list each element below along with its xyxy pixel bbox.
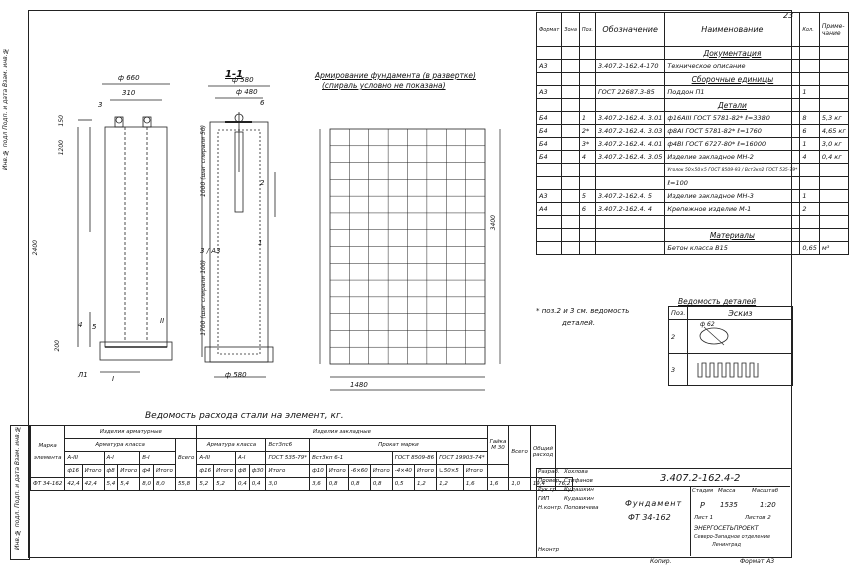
spec-cell-designation bbox=[595, 242, 664, 255]
cls-a1: А-I bbox=[104, 452, 140, 465]
spec-cell-name bbox=[665, 216, 800, 229]
spec-cell-format bbox=[537, 242, 562, 255]
elevation-outline bbox=[105, 127, 167, 347]
steel-row-value: 3,6 bbox=[310, 478, 327, 491]
spec-cell-format bbox=[537, 216, 562, 229]
specification-table bbox=[536, 12, 849, 255]
spec-cell-name: Техническое описание bbox=[665, 60, 800, 73]
steel-subcol: ф10 bbox=[310, 465, 327, 478]
hdr-qty: Кол. bbox=[800, 13, 819, 47]
spec-cell-note bbox=[819, 60, 848, 73]
spec-row bbox=[537, 99, 849, 112]
spec-cell-note bbox=[819, 86, 848, 99]
dim-d580: ф 580 bbox=[232, 76, 254, 84]
dim-d310: 310 bbox=[122, 89, 136, 97]
cls-a3: А-III bbox=[65, 452, 104, 465]
spec-cell-note bbox=[819, 190, 848, 203]
spec-cell-zone bbox=[562, 86, 580, 99]
tb-copy: Копир. bbox=[650, 558, 672, 565]
group-embedded: Изделия закладные bbox=[197, 426, 487, 439]
spec-cell-name: Детали bbox=[665, 99, 800, 112]
tb-scale-label: Масштаб bbox=[752, 488, 779, 494]
spec-cell-designation bbox=[595, 47, 664, 60]
spec-cell-designation: 3.407.2-162.4-170 bbox=[595, 60, 664, 73]
spec-cell-pos bbox=[579, 86, 595, 99]
steel-row-value: 8,0 bbox=[153, 478, 175, 491]
tb-person: Поповичева bbox=[564, 505, 599, 511]
steel-subcol: ф16 bbox=[65, 465, 82, 478]
emb-a3: А-III bbox=[197, 452, 236, 465]
spec-cell-pos: 2* bbox=[579, 125, 595, 138]
tb-mass-label: Масса bbox=[718, 488, 736, 494]
group-rebar: Изделия арматурные bbox=[65, 426, 197, 439]
hdr-format: Формат bbox=[537, 13, 562, 47]
tb-format: Формат А3 bbox=[740, 558, 775, 565]
steel-row-value: 8,0 bbox=[140, 478, 154, 491]
steel-subcol: ф4 bbox=[140, 465, 154, 478]
steel-subcol: ф8 bbox=[104, 465, 118, 478]
spec-cell-note bbox=[819, 216, 848, 229]
dim-d1480: 1480 bbox=[350, 381, 368, 389]
hdr-note: Приме-чание bbox=[819, 13, 848, 47]
spec-cell-name: Документация bbox=[665, 47, 800, 60]
tb-role: Н.контр. bbox=[538, 505, 563, 511]
dim-d150: 150 bbox=[58, 115, 65, 127]
steel-row-value: 19,4 bbox=[530, 478, 555, 491]
spec-cell-zone bbox=[562, 242, 580, 255]
cls-b1: В-I bbox=[140, 452, 176, 465]
steel-subcol: ф8 bbox=[236, 465, 250, 478]
spec-cell-pos: 4 bbox=[579, 151, 595, 164]
emb-class: Арматура класса bbox=[197, 439, 266, 452]
steel-subcol: ∟50×5 bbox=[437, 465, 464, 478]
spec-cell-name: ℓ=100 bbox=[665, 177, 800, 190]
emb-rolled: Прокат марки bbox=[310, 439, 488, 452]
spec-cell-zone bbox=[562, 229, 580, 242]
spec-cell-qty: 6 bbox=[800, 125, 819, 138]
spec-cell-pos bbox=[579, 99, 595, 112]
spec-cell-note bbox=[819, 164, 848, 177]
steel-row-value: 5,2 bbox=[214, 478, 236, 491]
steel-row-value: 1,6 bbox=[487, 478, 509, 491]
spec-cell-pos: 5 bbox=[579, 190, 595, 203]
spec-cell-designation: 3.407.2-162.4. 5 bbox=[595, 190, 664, 203]
spec-cell-designation: 3.407.2-162.4. 3.01 bbox=[595, 112, 664, 125]
spec-cell-name: ф4ВI ГОСТ 6727-80* ℓ=16000 bbox=[665, 138, 800, 151]
steel-row-value: 1,0 bbox=[509, 478, 530, 491]
spec-cell-note bbox=[819, 229, 848, 242]
spec-row bbox=[537, 125, 849, 138]
tb-mass: 1535 bbox=[720, 501, 738, 509]
spec-cell-pos: 3* bbox=[579, 138, 595, 151]
tb-product-name: Фундамент bbox=[625, 499, 683, 508]
spec-cell-designation bbox=[595, 73, 664, 86]
steel-subcol: ф16 bbox=[197, 465, 214, 478]
spec-cell-zone bbox=[562, 138, 580, 151]
callout-3-sub: 3 / А3 bbox=[200, 247, 221, 255]
tb-org3: Ленинград bbox=[712, 542, 741, 548]
spec-cell-note bbox=[819, 73, 848, 86]
spec-row bbox=[537, 151, 849, 164]
steel-subcol: Итого bbox=[463, 465, 487, 478]
steel-table-title: Ведомость расхода стали на элемент, кг. bbox=[145, 411, 344, 421]
callout-A1: Л1 bbox=[78, 371, 88, 379]
tb-sheets: Листов 2 bbox=[745, 515, 771, 521]
spec-cell-qty bbox=[800, 60, 819, 73]
spec-cell-zone bbox=[562, 47, 580, 60]
col-total: Всего bbox=[175, 439, 196, 478]
steel-row-value: 5,4 bbox=[104, 478, 118, 491]
details-col-pos: Поз. bbox=[669, 307, 688, 320]
spec-row bbox=[537, 138, 849, 151]
emb-a1: А-I bbox=[236, 452, 266, 465]
spec-cell-note: 4,65 кг bbox=[819, 125, 848, 138]
tb-person: Хохлова bbox=[564, 469, 588, 475]
steel-row-value: 5,4 bbox=[118, 478, 140, 491]
spec-cell-name: Сборочные единицы bbox=[665, 73, 800, 86]
spec-cell-note: 0,4 кг bbox=[819, 151, 848, 164]
hdr-zone: Зона bbox=[562, 13, 580, 47]
note-line2: деталей. bbox=[562, 319, 596, 327]
steel-subcol: ф30 bbox=[249, 465, 266, 478]
spec-cell-designation bbox=[595, 164, 664, 177]
spec-cell-zone bbox=[562, 60, 580, 73]
tb-stage: Р bbox=[700, 501, 705, 510]
spec-cell-format: А3 bbox=[537, 190, 562, 203]
spec-cell-name: Материалы bbox=[665, 229, 800, 242]
spec-cell-name: Бетон класса В15 bbox=[665, 242, 800, 255]
callout-I: I bbox=[112, 375, 115, 383]
spec-cell-format bbox=[537, 47, 562, 60]
tb-code: 3.407.2-162.4-2 bbox=[660, 473, 741, 484]
spec-cell-qty: 2 bbox=[800, 203, 819, 216]
spec-cell-pos bbox=[579, 229, 595, 242]
callout-4: 4 bbox=[78, 321, 83, 329]
tb-sheet: Лист 1 bbox=[694, 515, 714, 521]
dim-h200: 200 bbox=[54, 340, 61, 352]
details-table bbox=[668, 306, 793, 386]
spec-cell-format: Б4 bbox=[537, 138, 562, 151]
tb-norm: Нконтр bbox=[538, 547, 560, 553]
steel-table bbox=[30, 425, 573, 491]
steel-row-value: 3,0 bbox=[266, 478, 310, 491]
spec-cell-designation: ГОСТ 22687.3-85 bbox=[595, 86, 664, 99]
steel-row-value: 76,2 bbox=[556, 478, 573, 491]
spec-cell-pos bbox=[579, 60, 595, 73]
steel-row-value: 0,8 bbox=[326, 478, 348, 491]
details-title: Ведомость деталей bbox=[678, 297, 757, 306]
spec-cell-format: Б4 bbox=[537, 125, 562, 138]
details-row1: 2 bbox=[669, 320, 688, 354]
steel-row-value: 0,8 bbox=[348, 478, 370, 491]
section-label: 1-1 bbox=[225, 69, 244, 80]
emb-gost19903: ГОСТ 19903-74* bbox=[437, 452, 488, 465]
spec-row bbox=[537, 177, 849, 190]
spec-row bbox=[537, 47, 849, 60]
callout-II: II bbox=[160, 317, 165, 325]
spec-cell-name: Поддон П1 bbox=[665, 86, 800, 99]
spec-cell-pos bbox=[579, 242, 595, 255]
margin-stamp-bottom: Инв.№ подл. Подп. и дата Взам. инв.№ bbox=[14, 425, 21, 550]
steel-row-value: 42,4 bbox=[65, 478, 82, 491]
spec-cell-qty: 1 bbox=[800, 190, 819, 203]
spec-row bbox=[537, 190, 849, 203]
spec-cell-pos: 6 bbox=[579, 203, 595, 216]
steel-subcol: -4×40 bbox=[392, 465, 414, 478]
spec-cell-pos bbox=[579, 164, 595, 177]
dim-d2400: 2400 bbox=[32, 240, 39, 256]
spec-cell-note bbox=[819, 99, 848, 112]
tb-role: Провер. bbox=[538, 478, 561, 484]
callout-3: 3 bbox=[98, 101, 103, 109]
spec-cell-zone bbox=[562, 112, 580, 125]
callout-5: 5 bbox=[92, 323, 97, 331]
spec-cell-name: Крепежное изделие М-1 bbox=[665, 203, 800, 216]
spec-cell-qty: 4 bbox=[800, 151, 819, 164]
tb-person: Кудашкин bbox=[564, 487, 594, 493]
steel-subcol: Итого bbox=[118, 465, 140, 478]
spec-row bbox=[537, 60, 849, 73]
steel-row-value: 1,2 bbox=[415, 478, 437, 491]
details-col-sketch: Эскиз bbox=[688, 307, 793, 320]
spec-cell-format: А4 bbox=[537, 203, 562, 216]
col-nuts: Гайка М 30 bbox=[487, 426, 509, 465]
spec-cell-qty bbox=[800, 229, 819, 242]
emb-gost8509: ГОСТ 8509-86 bbox=[392, 452, 436, 465]
spec-cell-note bbox=[819, 177, 848, 190]
spec-cell-pos bbox=[579, 47, 595, 60]
steel-subcol: Итого bbox=[326, 465, 348, 478]
details-row2: 3 bbox=[669, 354, 688, 386]
spec-cell-pos: 1 bbox=[579, 112, 595, 125]
emb-gost6550: ГОСТ 535-79* bbox=[266, 452, 310, 465]
spec-cell-qty: 1 bbox=[800, 86, 819, 99]
spec-row bbox=[537, 86, 849, 99]
steel-subcol: Итого bbox=[214, 465, 236, 478]
dim-d580b: ф 580 bbox=[225, 371, 247, 379]
spec-cell-format: Б4 bbox=[537, 112, 562, 125]
dim-pitch2: 1700 (шаг спирали 100) bbox=[200, 260, 207, 336]
tb-role: Рук.гр. bbox=[538, 487, 558, 493]
spec-row bbox=[537, 73, 849, 86]
steel-row-value: 5,2 bbox=[197, 478, 214, 491]
spec-cell-name: Изделие закладное МН-3 bbox=[665, 190, 800, 203]
spec-cell-format bbox=[537, 99, 562, 112]
spec-cell-qty bbox=[800, 47, 819, 60]
spec-cell-designation: 3.407.2-162.4. 4.01 bbox=[595, 138, 664, 151]
steel-subcol: Итого bbox=[370, 465, 392, 478]
dim-d480: ф 480 bbox=[236, 88, 258, 96]
steel-row-value: 55,8 bbox=[175, 478, 196, 491]
spec-cell-zone bbox=[562, 151, 580, 164]
tb-org2: Северо-Западное отделение bbox=[694, 534, 771, 540]
spec-cell-qty: 0,65 bbox=[800, 242, 819, 255]
emb-vst: Вст3пс6 bbox=[266, 439, 310, 452]
spec-cell-zone bbox=[562, 190, 580, 203]
emb-vst2: Вст3кп 6-1 bbox=[310, 452, 393, 465]
spec-cell-format bbox=[537, 73, 562, 86]
reinforcement-subtitle: (спираль условно не показана) bbox=[322, 81, 446, 90]
steel-row-value: 1,2 bbox=[437, 478, 464, 491]
spec-cell-qty bbox=[800, 177, 819, 190]
spec-cell-zone bbox=[562, 203, 580, 216]
spec-cell-pos bbox=[579, 216, 595, 229]
col-grand: Общий расход bbox=[530, 426, 555, 478]
spec-row bbox=[537, 242, 849, 255]
spec-cell-designation: 3.407.2-162.4. 3.05 bbox=[595, 151, 664, 164]
steel-row-value: 0,4 bbox=[236, 478, 250, 491]
sheet-number: 23 bbox=[783, 11, 794, 20]
spec-cell-designation bbox=[595, 229, 664, 242]
margin-stamp-top: Инв.№ подл Подп. и дата Взам. инв.№ bbox=[2, 47, 9, 170]
spec-cell-zone bbox=[562, 216, 580, 229]
tb-person: Кудашкин bbox=[564, 496, 594, 502]
hdr-pos: Поз. bbox=[579, 13, 595, 47]
rebar-class: Арматура класса bbox=[65, 439, 176, 452]
spec-cell-designation: 3.407.2-162.4. 3.03 bbox=[595, 125, 664, 138]
spec-cell-name: ф16АIII ГОСТ 5781-82* ℓ=3380 bbox=[665, 112, 800, 125]
spec-cell-qty bbox=[800, 99, 819, 112]
spec-cell-format: Б4 bbox=[537, 151, 562, 164]
tb-role: Разраб. bbox=[538, 469, 560, 475]
steel-subcol: -6×60 bbox=[348, 465, 370, 478]
hdr-name: Наименование bbox=[665, 13, 800, 47]
note-line1: * поз.2 и 3 см. ведомость bbox=[536, 307, 630, 315]
steel-subcol: Итого bbox=[266, 465, 310, 478]
reinforcement-title: Армирование фундамента (в развертке) bbox=[315, 71, 476, 80]
spec-row bbox=[537, 164, 849, 177]
spec-row bbox=[537, 203, 849, 216]
spec-row bbox=[537, 216, 849, 229]
spec-cell-zone bbox=[562, 99, 580, 112]
details-dim-d: ф 62 bbox=[700, 321, 715, 328]
tb-role: ГИП bbox=[538, 496, 550, 502]
spec-cell-note: 5,3 кг bbox=[819, 112, 848, 125]
spec-cell-zone bbox=[562, 177, 580, 190]
steel-row-mark: ФТ 34-162 bbox=[31, 478, 65, 491]
spec-cell-note bbox=[819, 203, 848, 216]
spec-row bbox=[537, 229, 849, 242]
hdr-designation: Обозначение bbox=[595, 13, 664, 47]
spec-cell-designation bbox=[595, 216, 664, 229]
tb-product-mark: ФТ 34-162 bbox=[628, 513, 671, 522]
spec-cell-zone bbox=[562, 164, 580, 177]
spec-cell-note: 3,0 кг bbox=[819, 138, 848, 151]
tb-person: Стифанов bbox=[564, 478, 593, 484]
spec-cell-format bbox=[537, 164, 562, 177]
spec-cell-designation bbox=[595, 99, 664, 112]
spec-cell-zone bbox=[562, 73, 580, 86]
col-mark: Марка элемента bbox=[31, 426, 65, 478]
dim-d3400: 3400 bbox=[490, 215, 497, 231]
steel-row-value: 1,6 bbox=[463, 478, 487, 491]
spec-cell-zone bbox=[562, 125, 580, 138]
margin-stamp-box bbox=[10, 425, 30, 560]
col-total2: Всего bbox=[509, 426, 530, 478]
spec-cell-format bbox=[537, 229, 562, 242]
steel-subcol: Итого bbox=[82, 465, 104, 478]
tb-scale: 1:20 bbox=[760, 501, 776, 509]
callout-2: 2 bbox=[260, 179, 265, 187]
spec-cell-name: Изделие закладное МН-2 bbox=[665, 151, 800, 164]
spec-cell-pos bbox=[579, 73, 595, 86]
dim-pitch1: 1000 (шаг спирали 50) bbox=[200, 125, 207, 197]
dim-d1200: 1200 bbox=[58, 140, 65, 156]
spec-cell-designation bbox=[595, 177, 664, 190]
tb-stage-label: Стадия bbox=[692, 488, 714, 494]
steel-subcol: Итого bbox=[153, 465, 175, 478]
spec-row bbox=[537, 112, 849, 125]
spec-cell-name: Уголок 50×50×5 ГОСТ 8509-93 / Вст3кп2 ГОСТ 535-79* bbox=[665, 164, 800, 177]
callout-6: 6 bbox=[260, 99, 265, 107]
spec-cell-format bbox=[537, 177, 562, 190]
spec-cell-qty bbox=[800, 73, 819, 86]
spec-cell-name: ф8АI ГОСТ 5781-82* ℓ=1760 bbox=[665, 125, 800, 138]
spec-cell-note: м³ bbox=[819, 242, 848, 255]
spec-cell-format: А3 bbox=[537, 86, 562, 99]
steel-row-value: 42,4 bbox=[82, 478, 104, 491]
spec-cell-format: А3 bbox=[537, 60, 562, 73]
steel-subcol: Итого bbox=[415, 465, 437, 478]
callout-1: 1 bbox=[258, 239, 263, 247]
spec-cell-qty: 1 bbox=[800, 138, 819, 151]
dim-d660: ф 660 bbox=[118, 74, 140, 82]
spec-cell-note bbox=[819, 47, 848, 60]
steel-row-value: 0,8 bbox=[370, 478, 392, 491]
steel-row-value: 0,5 bbox=[392, 478, 414, 491]
spec-cell-qty bbox=[800, 164, 819, 177]
steel-row-value: 0,4 bbox=[249, 478, 266, 491]
spec-cell-designation: 3.407.2-162.4. 4 bbox=[595, 203, 664, 216]
spec-cell-qty bbox=[800, 216, 819, 229]
details-sketch-spiral bbox=[688, 354, 793, 386]
spec-cell-qty: 8 bbox=[800, 112, 819, 125]
tb-org1: ЭНЕРГОСЕТЬПРОЕКТ bbox=[694, 525, 759, 532]
spec-cell-pos bbox=[579, 177, 595, 190]
